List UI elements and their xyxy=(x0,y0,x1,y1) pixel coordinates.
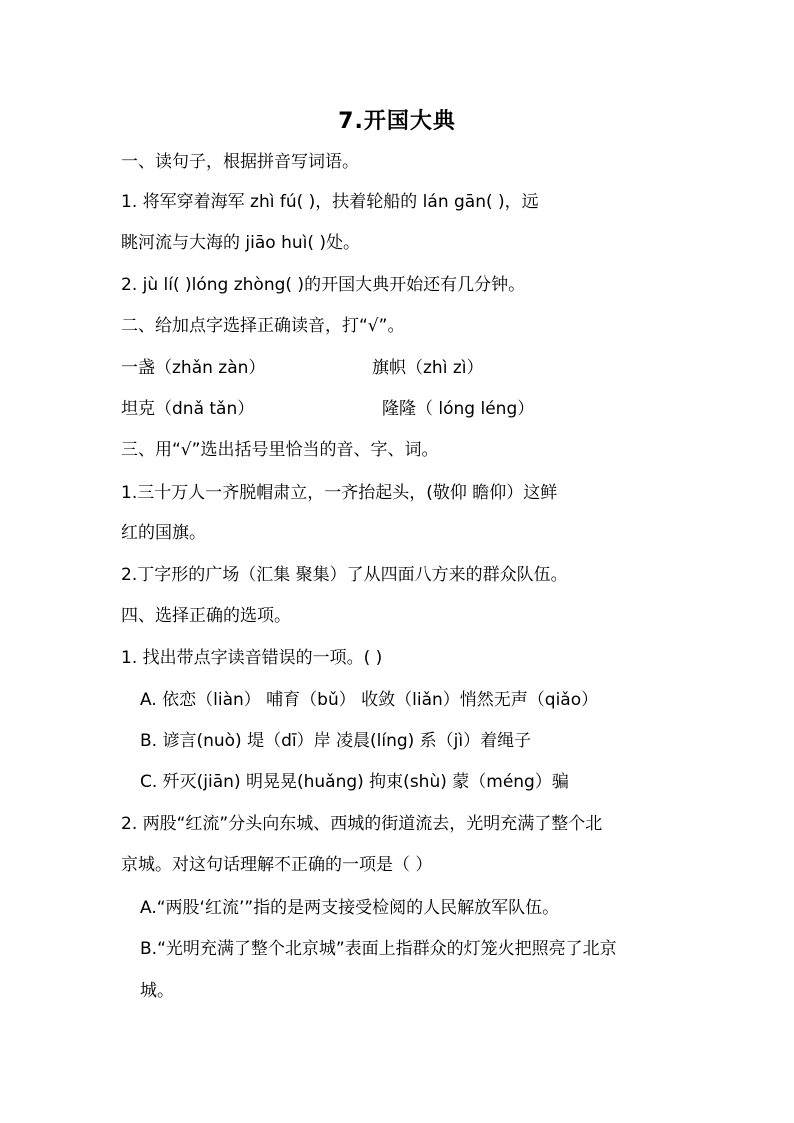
s4-q2-option-b-line2: 城。 xyxy=(140,981,174,1001)
s4-q1-option-b: B. 谚言(nuò) 堤（dī）岸 凌晨(líng) 系（jì）着绳子 xyxy=(140,731,532,751)
s4-q1-option-c: C. 歼灭(jiān) 明晃晃(huǎng) 拘束(shù) 蒙（méng）骗 xyxy=(140,772,569,792)
s1-q1-line1: 1. 将军穿着海军 zhì fú( )，扶着轮船的 lán gān( )，远 xyxy=(121,192,539,212)
s2-row2-b: 隆隆（ lóng léng） xyxy=(382,399,535,419)
s1-q2: 2. jù lí( )lóng zhòng( )的开国大典开始还有几分钟。 xyxy=(121,275,526,295)
s4-q1-option-a: A. 依恋（liàn） 哺育（bǔ） 收敛（liǎn）悄然无声（qiǎo） xyxy=(140,690,599,710)
s2-row1-a: 一盏（zhǎn zàn） xyxy=(121,358,266,378)
s3-q1-line2: 红的国旗。 xyxy=(121,523,206,543)
section-4-heading: 四、选择正确的选项。 xyxy=(121,606,291,626)
s4-q2-line2: 京城。对这句话理解不正确的一项是（ ） xyxy=(121,855,433,875)
page-title: 7.开国大典 xyxy=(338,109,456,134)
s2-row1-b: 旗帜（zhì zì） xyxy=(372,358,484,378)
s1-q1-line2: 眺河流与大海的 jiāo huì( )处。 xyxy=(121,233,361,253)
section-3-heading: 三、用“√”选出括号里恰当的音、字、词。 xyxy=(121,440,439,460)
s4-q1: 1. 找出带点字读音错误的一项。( ) xyxy=(121,648,383,668)
s2-row2-a: 坦克（dnǎ tǎn） xyxy=(121,399,255,419)
s4-q2-option-a: A.“两股‘红流’”指的是两支接受检阅的人民解放军队伍。 xyxy=(140,898,560,918)
s4-q2-line1: 2. 两股“红流”分头向东城、西城的街道流去，光明充满了整个北 xyxy=(121,814,603,834)
section-1-heading: 一、读句子，根据拼音写词语。 xyxy=(121,152,359,172)
s3-q2: 2.丁字形的广场（汇集 聚集）了从四面八方来的群众队伍。 xyxy=(121,565,568,585)
s3-q1-line1: 1.三十万人一齐脱帽肃立，一齐抬起头，(敬仰 瞻仰）这鲜 xyxy=(121,483,558,503)
s4-q2-option-b-line1: B.“光明充满了整个北京城”表面上指群众的灯笼火把照亮了北京 xyxy=(140,939,617,959)
section-2-heading: 二、给加点字选择正确读音，打“√”。 xyxy=(121,316,405,336)
